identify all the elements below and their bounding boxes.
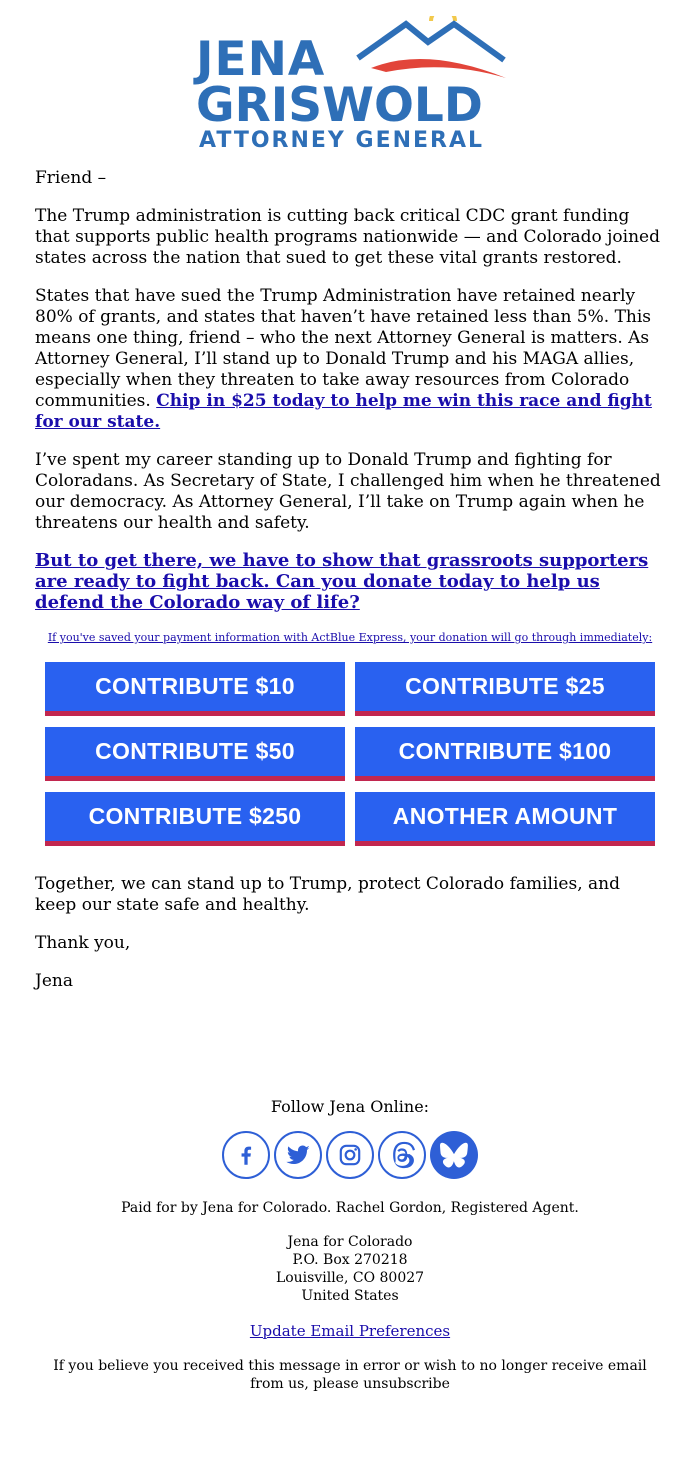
actblue-note xyxy=(0,631,700,644)
bluesky-icon[interactable] xyxy=(430,1131,478,1179)
paragraph-grants-text: States that have sued the Trump Administration have retained nearly 80% of grants, and states that haven’t have retained less than 5%. This means one thing, friend – who the next Attorney General is matters. As Attorney General, I’ll stand up to Donald Trump and his MAGA allies, especially when they threaten to take away resources from Colorado communities. xyxy=(35,286,652,411)
facebook-icon[interactable] xyxy=(222,1131,270,1179)
mailing-address xyxy=(0,1233,700,1305)
social-links xyxy=(0,1131,700,1179)
update-preferences-link[interactable]: Update Email Preferences xyxy=(249,1322,451,1340)
campaign-logo xyxy=(196,16,516,156)
address-org: Jena for Colorado xyxy=(287,1234,413,1250)
address-city: Louisville, CO 80027 xyxy=(275,1270,425,1286)
signature: Jena xyxy=(35,971,73,991)
logo-name-first: JENA xyxy=(196,32,326,87)
instagram-icon[interactable] xyxy=(326,1131,374,1179)
email-body xyxy=(0,16,700,1393)
thanks-text: Thank you, xyxy=(35,933,131,953)
address-po-box: P.O. Box 270218 xyxy=(292,1252,408,1268)
twitter-icon[interactable] xyxy=(274,1131,322,1179)
another-amount-button[interactable]: ANOTHER AMOUNT xyxy=(355,792,655,846)
footer xyxy=(0,1098,700,1393)
greeting: Friend – xyxy=(35,168,107,188)
paragraph-grants xyxy=(35,286,665,433)
contribute-250-button[interactable]: CONTRIBUTE $250 xyxy=(45,792,345,846)
follow-heading: Follow Jena Online: xyxy=(270,1097,430,1116)
chip-in-link[interactable]: Chip in $25 today to help me win this race and fight for our state. xyxy=(35,391,652,432)
logo-office: ATTORNEY GENERAL xyxy=(199,128,485,153)
actblue-note-link[interactable]: If you've saved your payment information with ActBlue Express, your donation will go through immediately: xyxy=(47,631,653,644)
closing-section xyxy=(0,874,700,992)
paragraph-career: I’ve spent my career standing up to Donald Trump and fighting for Coloradans. As Secretary of State, I challenged him when he threatened our democracy. As Attorney General, I’ll take on Trump again when he threatens our health and safety. xyxy=(35,450,661,533)
message-content xyxy=(0,168,700,614)
threads-icon[interactable] xyxy=(378,1131,426,1179)
unsubscribe-text[interactable]: If you believe you received this message in error or wish to no longer receive email from us, please unsubscribe xyxy=(53,1358,647,1392)
contribute-50-button[interactable]: CONTRIBUTE $50 xyxy=(45,727,345,781)
closing-paragraph: Together, we can stand up to Trump, protect Colorado families, and keep our state safe and healthy. xyxy=(35,874,620,915)
paragraph-cdc-funding: The Trump administration is cutting back critical CDC grant funding that supports public health programs nationwide — and Colorado joined states across the nation that sued to get these vital grants restored. xyxy=(35,206,660,268)
contribution-buttons xyxy=(0,662,700,846)
donate-cta-link[interactable]: But to get there, we have to show that grassroots supporters are ready to fight back. Can you donate today to help us defend the Colorado way of life? xyxy=(35,550,649,613)
mountain-logo-graphic xyxy=(356,16,506,86)
cta-paragraph xyxy=(35,551,665,614)
contribute-25-button[interactable]: CONTRIBUTE $25 xyxy=(355,662,655,716)
update-preferences xyxy=(0,1322,700,1340)
contribute-10-button[interactable]: CONTRIBUTE $10 xyxy=(45,662,345,716)
logo-name-last: GRISWOLD xyxy=(196,78,483,133)
contribute-100-button[interactable]: CONTRIBUTE $100 xyxy=(355,727,655,781)
address-country: United States xyxy=(301,1288,399,1304)
paid-for-disclaimer: Paid for by Jena for Colorado. Rachel Gordon, Registered Agent. xyxy=(121,1200,579,1216)
